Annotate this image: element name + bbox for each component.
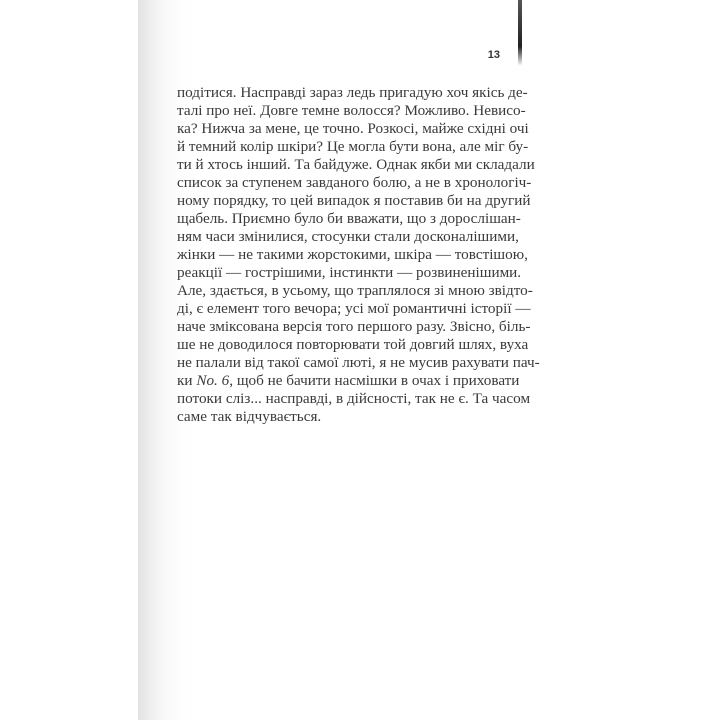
text-line: подітися. Насправді зараз ледь пригадую хоч якісь де- xyxy=(177,84,528,101)
text-line: жінки — не такими жорстокими, шкіра — товстішою, xyxy=(177,246,528,263)
text-line: не палали від такої самої люті, я не мусив рахувати пач- xyxy=(177,354,540,371)
text-line: потоки сліз... насправді, в дійсності, так не є. Та часом xyxy=(177,390,531,407)
text-line: ному порядку, то цей випадок я поставив би на другий xyxy=(177,192,531,209)
text-line: саме так відчувається. xyxy=(177,408,322,425)
text-line: наче зміксована версія того першого разу. Звісно, біль- xyxy=(177,318,531,335)
text-line: ням часи змінилися, стосунки стали досконалішими, xyxy=(177,228,519,245)
text-line: ді, є елемент того вечора; усі мої романтичні історії — xyxy=(177,300,531,317)
text-line: список за ступенем завданого болю, а не в хронологіч- xyxy=(177,174,532,191)
text-line xyxy=(177,372,520,390)
body-text xyxy=(177,84,540,426)
text-line: талі про неї. Довге темне волосся? Можливо. Невисо- xyxy=(177,102,526,119)
text-line: ше не доводилося повторювати той довгий шлях, вуха xyxy=(177,336,529,353)
page-number: 13 xyxy=(487,49,500,61)
text-line: реакції — гострішими, інстинкти — розвиненішими. xyxy=(177,264,522,281)
text-line: щабель. Приємно було би вважати, що з дорослішан- xyxy=(177,210,521,227)
text-line: й темний колір шкіри? Це могла бути вона, але міг бу- xyxy=(177,138,529,155)
text-fragment: ки xyxy=(177,372,197,389)
text-line: ка? Нижча за мене, це точно. Розкосі, майже східні очі xyxy=(177,120,529,137)
bookmark-ribbon xyxy=(518,0,522,66)
text-line: ти й хтось інший. Та байдуже. Однак якби ми складали xyxy=(177,156,535,173)
text-fragment: , щоб не бачити насмішки в очах і приховати xyxy=(229,372,520,389)
italic-brand-name: No. 6 xyxy=(196,372,230,389)
text-line: Але, здається, в усьому, що траплялося зі мною звідто- xyxy=(177,282,533,299)
